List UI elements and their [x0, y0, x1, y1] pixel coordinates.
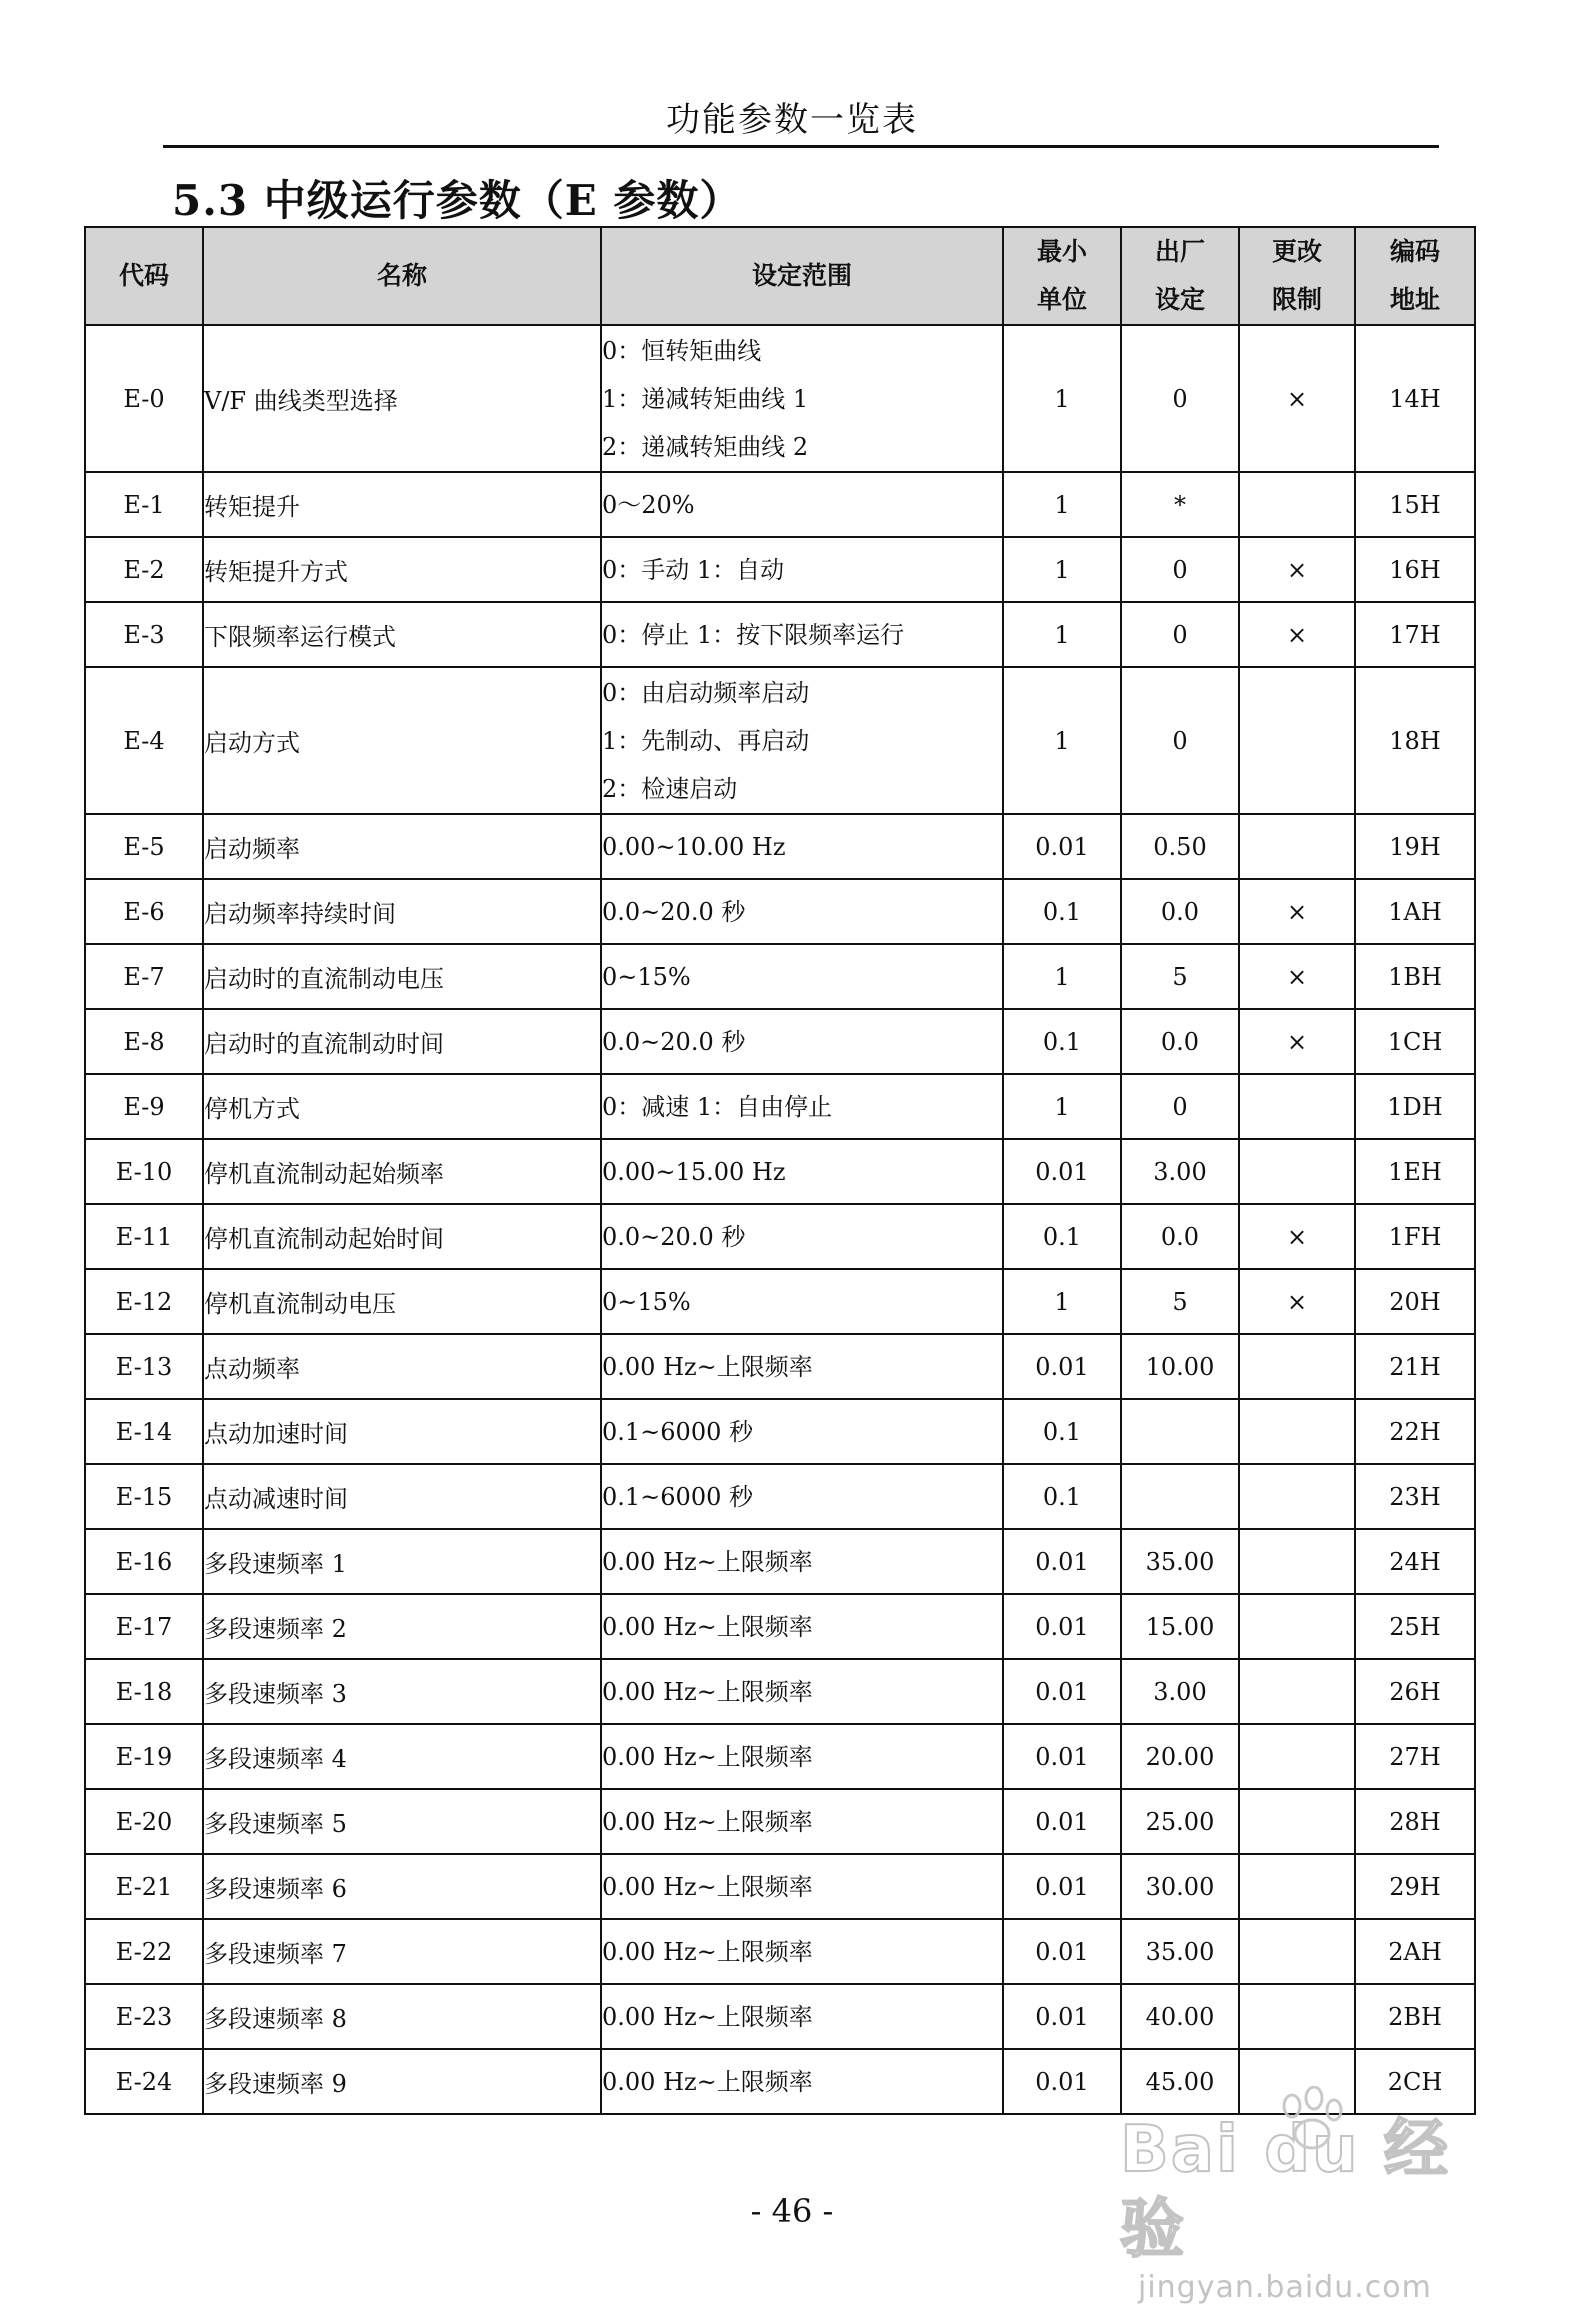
range-option: 0～20% — [602, 490, 695, 519]
cell-change-limit: × — [1239, 1204, 1355, 1269]
cell-factory-setting — [1121, 1399, 1239, 1464]
range-option: 1：递减转矩曲线 1 — [602, 384, 809, 413]
cell-name: 多段速频率 9 — [203, 2049, 601, 2114]
table-row — [85, 1269, 1475, 1334]
range-option: 0.00 Hz~上限频率 — [602, 2067, 813, 2096]
cell-min-unit: 0.01 — [1003, 1594, 1121, 1659]
cell-factory-setting: 40.00 — [1121, 1984, 1239, 2049]
cell-address: 18H — [1355, 667, 1475, 814]
table-row — [85, 667, 1475, 814]
table-header-row — [85, 227, 1475, 325]
header-change-line1: 更改 — [1271, 237, 1322, 266]
range-option: 0.00 Hz~上限频率 — [602, 1612, 813, 1641]
cell-range — [601, 2049, 1003, 2114]
cell-change-limit — [1239, 1724, 1355, 1789]
cell-factory-setting: 3.00 — [1121, 1659, 1239, 1724]
cell-name: 启动方式 — [203, 667, 601, 814]
cell-address: 29H — [1355, 1854, 1475, 1919]
cell-name: V/F 曲线类型选择 — [203, 325, 601, 472]
cell-min-unit: 1 — [1003, 944, 1121, 1009]
cell-change-limit: × — [1239, 537, 1355, 602]
table-row — [85, 1009, 1475, 1074]
cell-min-unit: 0.01 — [1003, 1789, 1121, 1854]
cell-min-unit: 0.1 — [1003, 1464, 1121, 1529]
range-option: 0.00 Hz~上限频率 — [602, 1677, 813, 1706]
cell-range — [601, 1724, 1003, 1789]
table-row — [85, 1659, 1475, 1724]
cell-factory-setting — [1121, 1464, 1239, 1529]
header-rule — [163, 145, 1439, 148]
cell-factory-setting: 10.00 — [1121, 1334, 1239, 1399]
cell-name: 点动减速时间 — [203, 1464, 601, 1529]
table-row — [85, 1594, 1475, 1659]
cell-change-limit — [1239, 1854, 1355, 1919]
cell-address: 28H — [1355, 1789, 1475, 1854]
cell-change-limit — [1239, 814, 1355, 879]
cell-address: 24H — [1355, 1529, 1475, 1594]
cell-code: E-5 — [85, 814, 203, 879]
cell-change-limit: × — [1239, 879, 1355, 944]
range-option: 0.0~20.0 秒 — [602, 1222, 746, 1251]
page-number: - 46 - — [750, 2192, 834, 2230]
cell-change-limit — [1239, 667, 1355, 814]
cell-range — [601, 1529, 1003, 1594]
cell-factory-setting: 0 — [1121, 1074, 1239, 1139]
range-option: 0：由启动频率启动 — [602, 678, 810, 707]
header-change-limit — [1239, 227, 1355, 325]
cell-address: 16H — [1355, 537, 1475, 602]
cell-factory-setting: 30.00 — [1121, 1854, 1239, 1919]
cell-code: E-19 — [85, 1724, 203, 1789]
table-row — [85, 1724, 1475, 1789]
cell-name: 点动频率 — [203, 1334, 601, 1399]
cell-code: E-22 — [85, 1919, 203, 1984]
cell-address: 25H — [1355, 1594, 1475, 1659]
cell-address: 26H — [1355, 1659, 1475, 1724]
cell-change-limit: × — [1239, 944, 1355, 1009]
cell-code: E-21 — [85, 1854, 203, 1919]
cell-range — [601, 1854, 1003, 1919]
cell-factory-setting: 0.0 — [1121, 1204, 1239, 1269]
cell-range — [601, 814, 1003, 879]
cell-change-limit — [1239, 1789, 1355, 1854]
cell-code: E-6 — [85, 879, 203, 944]
cell-factory-setting: 0 — [1121, 537, 1239, 602]
cell-code: E-0 — [85, 325, 203, 472]
range-option: 0.0~20.0 秒 — [602, 897, 746, 926]
cell-min-unit: 0.1 — [1003, 1009, 1121, 1074]
cell-name: 多段速频率 1 — [203, 1529, 601, 1594]
cell-code: E-9 — [85, 1074, 203, 1139]
cell-address: 17H — [1355, 602, 1475, 667]
cell-name: 启动时的直流制动电压 — [203, 944, 601, 1009]
cell-range — [601, 1334, 1003, 1399]
cell-change-limit — [1239, 1984, 1355, 2049]
cell-name: 多段速频率 4 — [203, 1724, 601, 1789]
range-option: 0~15% — [602, 1287, 691, 1316]
header-range: 设定范围 — [601, 227, 1003, 325]
cell-name: 转矩提升 — [203, 472, 601, 537]
cell-name: 多段速频率 6 — [203, 1854, 601, 1919]
cell-factory-setting: 45.00 — [1121, 2049, 1239, 2114]
watermark-url: jingyan.baidu.com — [1138, 2270, 1432, 2305]
cell-factory-setting: 20.00 — [1121, 1724, 1239, 1789]
header-change-line2: 限制 — [1271, 285, 1322, 314]
cell-name: 停机直流制动电压 — [203, 1269, 601, 1334]
cell-min-unit: 1 — [1003, 537, 1121, 602]
cell-factory-setting: 5 — [1121, 944, 1239, 1009]
cell-range — [601, 325, 1003, 472]
cell-name: 多段速频率 2 — [203, 1594, 601, 1659]
table-body — [85, 325, 1475, 2114]
range-option: 0：停止 1：按下限频率运行 — [602, 620, 905, 649]
table-row — [85, 1854, 1475, 1919]
cell-min-unit: 0.01 — [1003, 1984, 1121, 2049]
cell-address: 21H — [1355, 1334, 1475, 1399]
cell-factory-setting: 0.0 — [1121, 879, 1239, 944]
cell-min-unit: 0.01 — [1003, 2049, 1121, 2114]
table-row — [85, 1789, 1475, 1854]
cell-change-limit — [1239, 1529, 1355, 1594]
range-option: 0~15% — [602, 962, 691, 991]
cell-code: E-12 — [85, 1269, 203, 1334]
cell-name: 多段速频率 3 — [203, 1659, 601, 1724]
table-row — [85, 1139, 1475, 1204]
paw-icon — [1270, 2086, 1350, 2156]
cell-code: E-3 — [85, 602, 203, 667]
cell-factory-setting: 0 — [1121, 602, 1239, 667]
range-option: 0.00 Hz~上限频率 — [602, 1352, 813, 1381]
cell-range — [601, 1789, 1003, 1854]
cell-change-limit — [1239, 1659, 1355, 1724]
cell-address: 1AH — [1355, 879, 1475, 944]
header-factory-line2: 设定 — [1154, 285, 1205, 314]
range-option: 2：递减转矩曲线 2 — [602, 432, 809, 461]
header-address-line2: 地址 — [1389, 285, 1440, 314]
cell-change-limit — [1239, 1594, 1355, 1659]
range-option: 1：先制动、再启动 — [602, 726, 810, 755]
cell-address: 19H — [1355, 814, 1475, 879]
cell-factory-setting: 25.00 — [1121, 1789, 1239, 1854]
cell-min-unit: 1 — [1003, 667, 1121, 814]
cell-code: E-17 — [85, 1594, 203, 1659]
cell-min-unit: 1 — [1003, 325, 1121, 472]
cell-range — [601, 1009, 1003, 1074]
cell-range — [601, 1984, 1003, 2049]
table-row — [85, 879, 1475, 944]
header-address — [1355, 227, 1475, 325]
cell-address: 15H — [1355, 472, 1475, 537]
cell-code: E-7 — [85, 944, 203, 1009]
cell-factory-setting: 0 — [1121, 325, 1239, 472]
cell-min-unit: 0.01 — [1003, 814, 1121, 879]
running-header: 功能参数一览表 — [666, 100, 918, 140]
cell-range — [601, 879, 1003, 944]
cell-range — [601, 1074, 1003, 1139]
cell-change-limit: × — [1239, 325, 1355, 472]
range-option: 2：检速启动 — [602, 774, 738, 803]
cell-address: 27H — [1355, 1724, 1475, 1789]
header-min-unit — [1003, 227, 1121, 325]
table-row — [85, 2049, 1475, 2114]
table-row — [85, 1529, 1475, 1594]
cell-factory-setting: 0 — [1121, 667, 1239, 814]
range-option: 0.00 Hz~上限频率 — [602, 1872, 813, 1901]
cell-code: E-15 — [85, 1464, 203, 1529]
cell-address: 1DH — [1355, 1074, 1475, 1139]
header-factory-line1: 出厂 — [1154, 237, 1205, 266]
cell-change-limit: × — [1239, 1009, 1355, 1074]
cell-name: 启动频率持续时间 — [203, 879, 601, 944]
cell-address: 1CH — [1355, 1009, 1475, 1074]
cell-code: E-16 — [85, 1529, 203, 1594]
cell-range — [601, 602, 1003, 667]
cell-code: E-2 — [85, 537, 203, 602]
cell-code: E-10 — [85, 1139, 203, 1204]
table-row — [85, 1074, 1475, 1139]
baidu-jingyan-watermark — [1120, 2110, 1500, 2305]
cell-range — [601, 1919, 1003, 1984]
header-min-unit-line1: 最小 — [1036, 237, 1087, 266]
cell-address: 23H — [1355, 1464, 1475, 1529]
cell-change-limit — [1239, 1334, 1355, 1399]
header-min-unit-line2: 单位 — [1036, 285, 1087, 314]
table-row — [85, 1984, 1475, 2049]
cell-change-limit — [1239, 1139, 1355, 1204]
range-option: 0.00 Hz~上限频率 — [602, 1937, 813, 1966]
cell-name: 停机方式 — [203, 1074, 601, 1139]
cell-code: E-1 — [85, 472, 203, 537]
table-row — [85, 537, 1475, 602]
cell-min-unit: 0.01 — [1003, 1529, 1121, 1594]
cell-address: 14H — [1355, 325, 1475, 472]
range-option: 0：手动 1：自动 — [602, 555, 785, 584]
table-row — [85, 1464, 1475, 1529]
range-option: 0.1~6000 秒 — [602, 1417, 753, 1446]
cell-change-limit: × — [1239, 1269, 1355, 1334]
cell-change-limit — [1239, 1074, 1355, 1139]
cell-min-unit: 0.1 — [1003, 1399, 1121, 1464]
cell-address: 22H — [1355, 1399, 1475, 1464]
range-option: 0.1~6000 秒 — [602, 1482, 753, 1511]
cell-change-limit — [1239, 472, 1355, 537]
cell-min-unit: 0.01 — [1003, 1724, 1121, 1789]
header-code: 代码 — [85, 227, 203, 325]
table-row — [85, 944, 1475, 1009]
watermark-logo-text: Bai du 经验 — [1120, 2113, 1450, 2267]
table-row — [85, 472, 1475, 537]
table-row — [85, 1919, 1475, 1984]
cell-address: 20H — [1355, 1269, 1475, 1334]
cell-address: 2BH — [1355, 1984, 1475, 2049]
cell-address: 1FH — [1355, 1204, 1475, 1269]
header-name: 名称 — [203, 227, 601, 325]
cell-name: 多段速频率 5 — [203, 1789, 601, 1854]
cell-name: 启动频率 — [203, 814, 601, 879]
range-option: 0.00~10.00 Hz — [602, 832, 786, 861]
table-row — [85, 325, 1475, 472]
cell-address: 2CH — [1355, 2049, 1475, 2114]
cell-change-limit — [1239, 1919, 1355, 1984]
table-row — [85, 602, 1475, 667]
table-row — [85, 1334, 1475, 1399]
cell-factory-setting: 0.50 — [1121, 814, 1239, 879]
cell-factory-setting: 3.00 — [1121, 1139, 1239, 1204]
cell-range — [601, 1139, 1003, 1204]
cell-min-unit: 1 — [1003, 1074, 1121, 1139]
cell-min-unit: 0.01 — [1003, 1854, 1121, 1919]
range-option: 0.00~15.00 Hz — [602, 1157, 786, 1186]
cell-code: E-18 — [85, 1659, 203, 1724]
table-row — [85, 1204, 1475, 1269]
parameter-table — [84, 226, 1476, 2115]
cell-address: 1EH — [1355, 1139, 1475, 1204]
cell-code: E-20 — [85, 1789, 203, 1854]
cell-name: 转矩提升方式 — [203, 537, 601, 602]
cell-min-unit: 0.1 — [1003, 1204, 1121, 1269]
cell-range — [601, 1464, 1003, 1529]
cell-range — [601, 1269, 1003, 1334]
cell-change-limit — [1239, 1399, 1355, 1464]
cell-min-unit: 0.01 — [1003, 1334, 1121, 1399]
cell-min-unit: 0.01 — [1003, 1659, 1121, 1724]
cell-address: 1BH — [1355, 944, 1475, 1009]
cell-range — [601, 472, 1003, 537]
cell-min-unit: 0.01 — [1003, 1919, 1121, 1984]
cell-address: 2AH — [1355, 1919, 1475, 1984]
cell-factory-setting: * — [1121, 472, 1239, 537]
cell-change-limit: × — [1239, 602, 1355, 667]
cell-min-unit: 0.01 — [1003, 1139, 1121, 1204]
table-row — [85, 814, 1475, 879]
range-option: 0.00 Hz~上限频率 — [602, 2002, 813, 2031]
cell-name: 多段速频率 8 — [203, 1984, 601, 2049]
cell-code: E-4 — [85, 667, 203, 814]
range-option: 0.00 Hz~上限频率 — [602, 1807, 813, 1836]
cell-factory-setting: 0.0 — [1121, 1009, 1239, 1074]
range-option: 0：恒转矩曲线 — [602, 336, 762, 365]
cell-range — [601, 537, 1003, 602]
cell-range — [601, 667, 1003, 814]
range-option: 0.00 Hz~上限频率 — [602, 1547, 813, 1576]
section-title: 5.3 中级运行参数（E 参数） — [172, 176, 743, 225]
cell-min-unit: 1 — [1003, 1269, 1121, 1334]
cell-range — [601, 1399, 1003, 1464]
cell-factory-setting: 35.00 — [1121, 1919, 1239, 1984]
cell-code: E-13 — [85, 1334, 203, 1399]
cell-factory-setting: 15.00 — [1121, 1594, 1239, 1659]
cell-range — [601, 944, 1003, 1009]
cell-min-unit: 1 — [1003, 602, 1121, 667]
range-option: 0.0~20.0 秒 — [602, 1027, 746, 1056]
cell-change-limit — [1239, 1464, 1355, 1529]
cell-range — [601, 1594, 1003, 1659]
cell-code: E-24 — [85, 2049, 203, 2114]
cell-code: E-11 — [85, 1204, 203, 1269]
cell-factory-setting: 35.00 — [1121, 1529, 1239, 1594]
cell-name: 停机直流制动起始频率 — [203, 1139, 601, 1204]
cell-name: 点动加速时间 — [203, 1399, 601, 1464]
cell-code: E-14 — [85, 1399, 203, 1464]
cell-name: 多段速频率 7 — [203, 1919, 601, 1984]
cell-min-unit: 1 — [1003, 472, 1121, 537]
cell-code: E-23 — [85, 1984, 203, 2049]
header-factory-setting — [1121, 227, 1239, 325]
cell-range — [601, 1659, 1003, 1724]
cell-min-unit: 0.1 — [1003, 879, 1121, 944]
range-option: 0.00 Hz~上限频率 — [602, 1742, 813, 1771]
cell-name: 下限频率运行模式 — [203, 602, 601, 667]
cell-factory-setting: 5 — [1121, 1269, 1239, 1334]
header-address-line1: 编码 — [1389, 237, 1440, 266]
cell-code: E-8 — [85, 1009, 203, 1074]
table-row — [85, 1399, 1475, 1464]
cell-name: 启动时的直流制动时间 — [203, 1009, 601, 1074]
cell-name: 停机直流制动起始时间 — [203, 1204, 601, 1269]
range-option: 0：减速 1：自由停止 — [602, 1092, 833, 1121]
cell-range — [601, 1204, 1003, 1269]
